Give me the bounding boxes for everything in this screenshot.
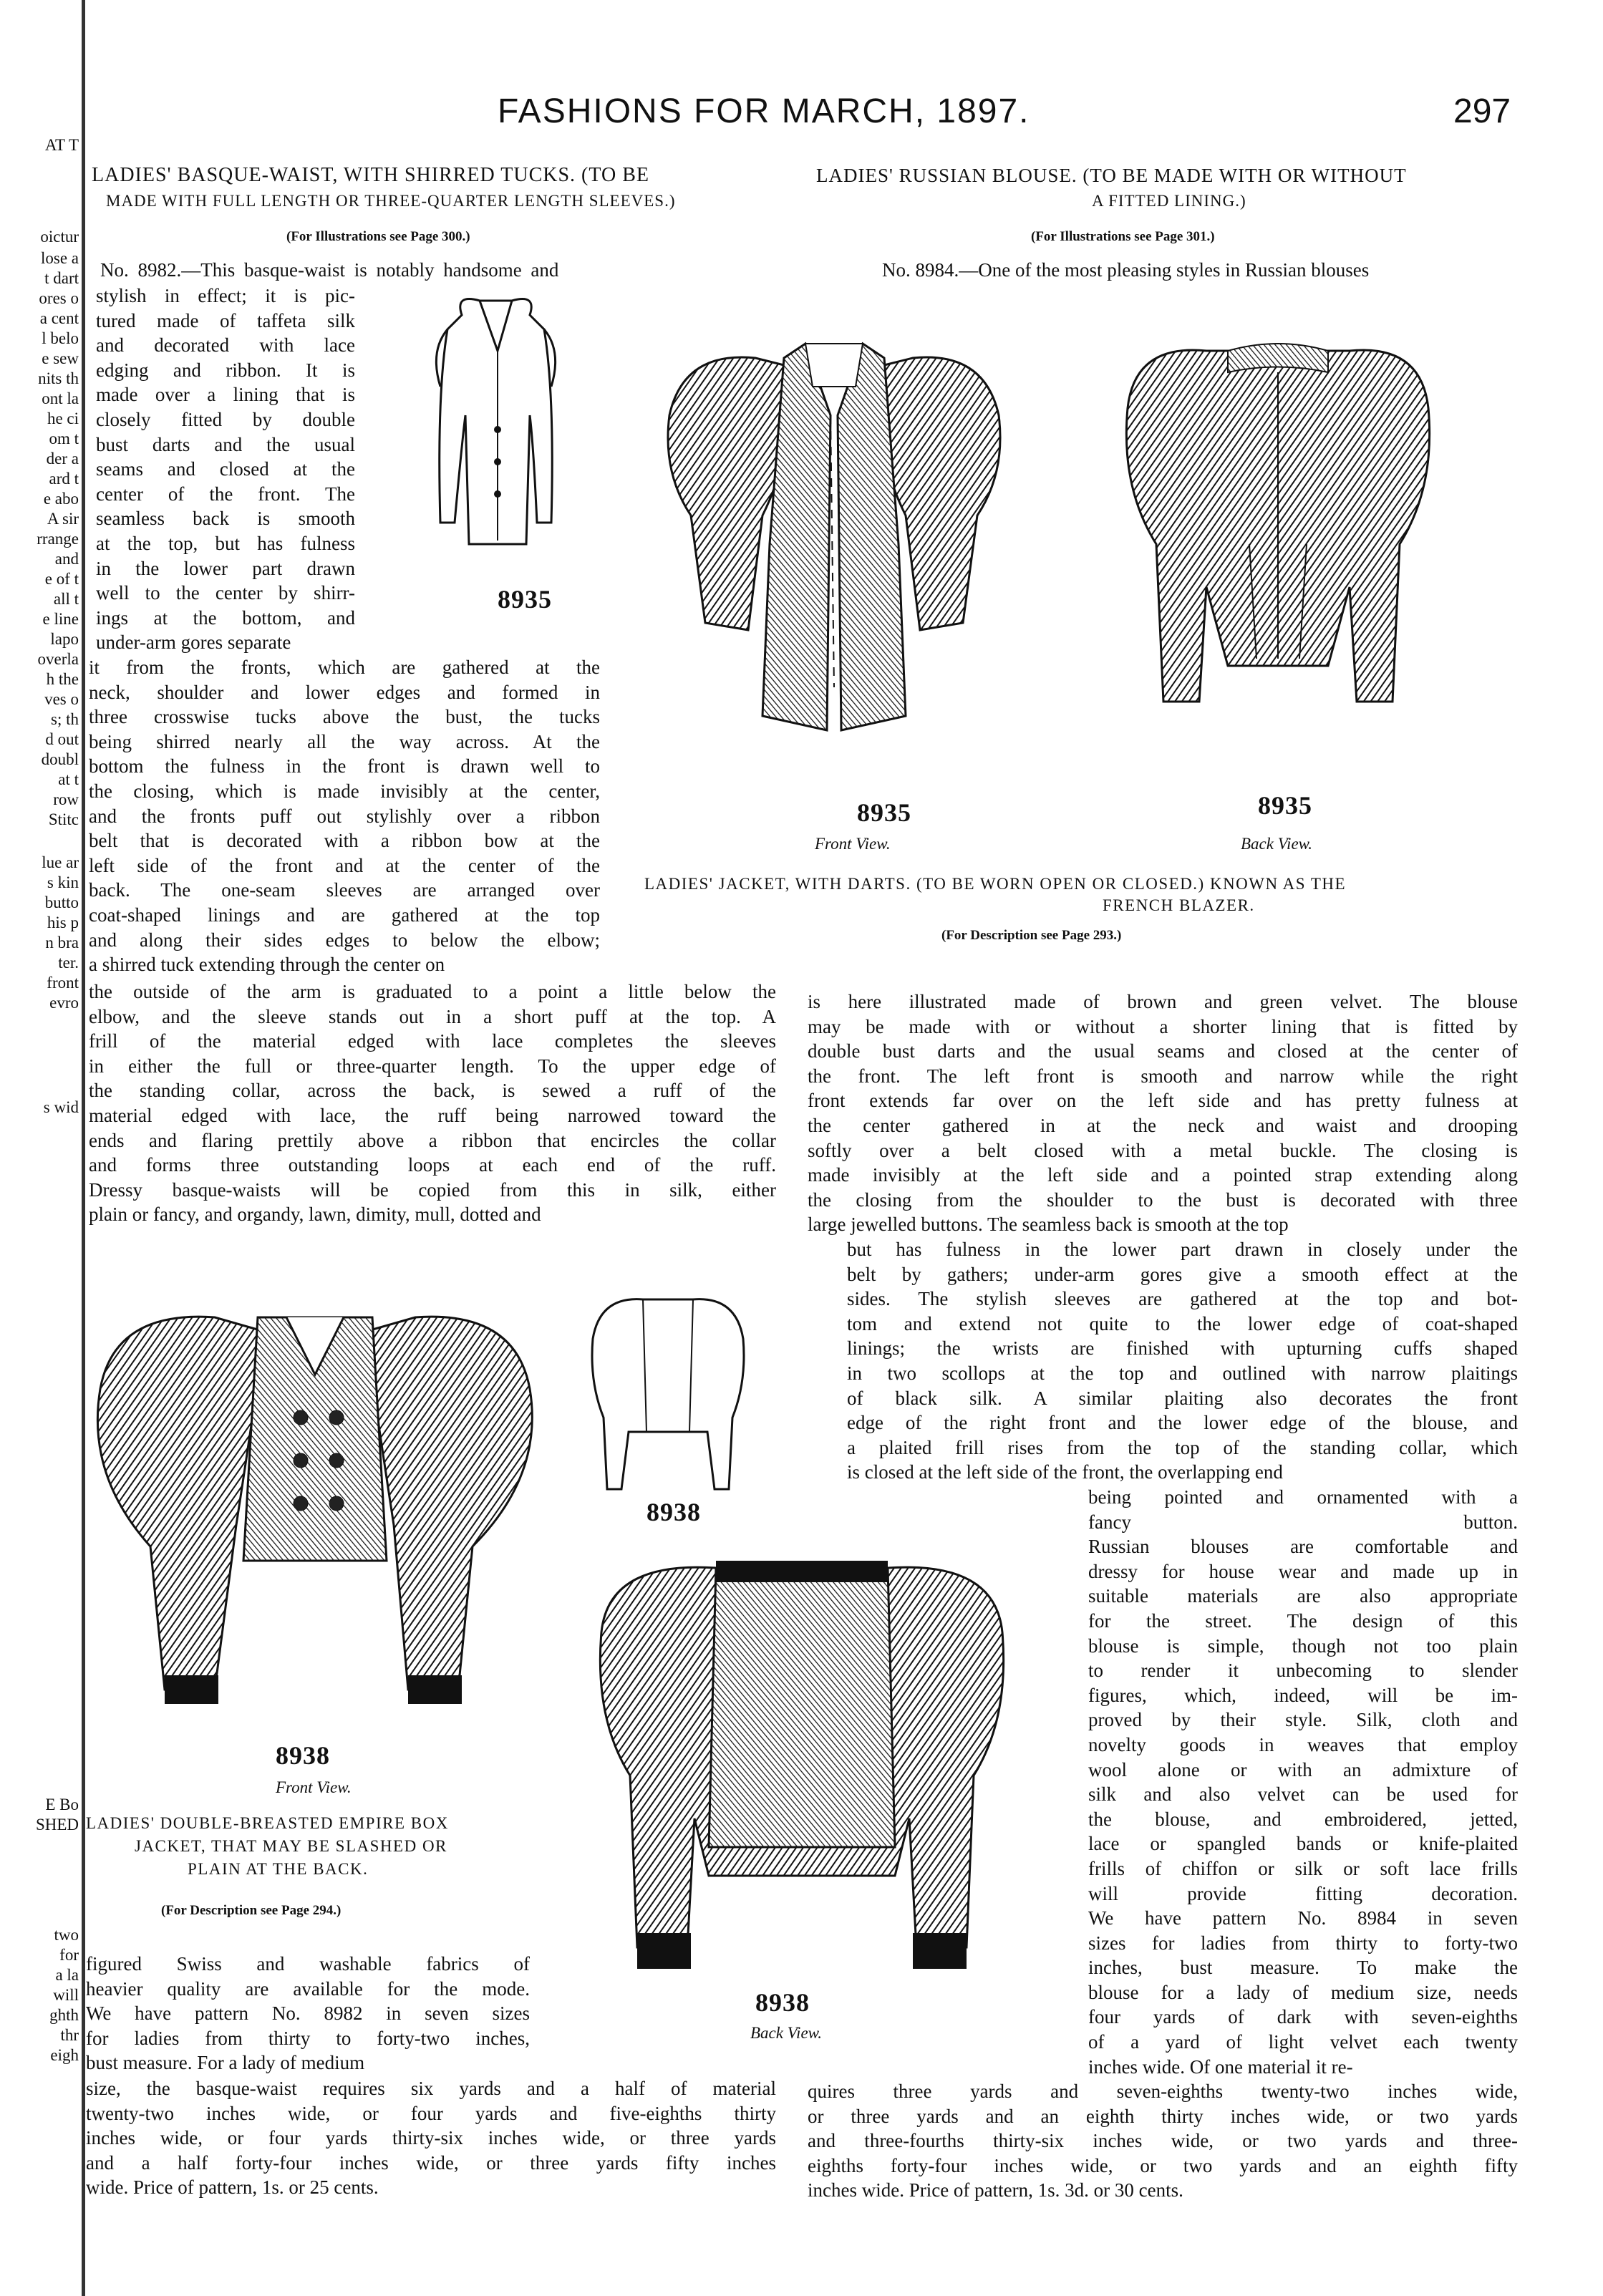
text-line: ings at the bottom, and <box>96 606 355 629</box>
margin-fragment: all t <box>53 590 79 608</box>
left-lead-paragraph: No. 8982.—This basque-waist is notably handsome and <box>100 259 559 281</box>
text-line: We have pattern No. 8984 in seven <box>1088 1907 1518 1929</box>
text-line: fancy button. <box>1088 1511 1518 1533</box>
text-line: frill of the material edged with lace completes the sleeves <box>89 1030 776 1052</box>
text-line: suitable materials are also appropriate <box>1088 1585 1518 1607</box>
text-line: wide. Price of pattern, 1s. or 25 cents. <box>86 2176 379 2199</box>
binding-rule <box>82 0 85 2296</box>
margin-fragment: l belo <box>42 329 79 347</box>
text-line: seams and closed at the <box>96 458 355 480</box>
text-line: for ladies from thirty to forty-two inches, <box>86 2027 530 2049</box>
text-line: proved by their style. Silk, cloth and <box>1088 1709 1518 1731</box>
text-line: novelty goods in weaves that employ <box>1088 1733 1518 1755</box>
margin-fragment: d out <box>45 730 79 748</box>
figure-8938-caption: LADIES' DOUBLE-BREASTED EMPIRE BOX <box>86 1814 449 1832</box>
margin-fragment: der a <box>46 450 79 468</box>
text-line: seamless back is smooth <box>96 508 355 530</box>
text-line: center of the front. The <box>96 483 355 505</box>
text-line: made over a lining that is <box>96 384 355 406</box>
left-illustration-ref: (For Illustrations see Page 300.) <box>286 229 470 244</box>
margin-fragment: ves o <box>44 690 79 708</box>
text-line: under-arm gores separate <box>96 631 291 654</box>
text-line: We have pattern No. 8982 in seven sizes <box>86 2002 530 2025</box>
text-line: dressy for house wear and made up in <box>1088 1560 1518 1582</box>
text-line: well to the center by shirr- <box>96 582 355 604</box>
margin-fragment: E Bo <box>45 1796 79 1813</box>
text-line: and along their sides edges to below the elbow; <box>89 929 600 951</box>
text-line: the center gathered in at the neck and waist and drooping <box>808 1114 1518 1136</box>
margin-fragment: e sew <box>42 349 79 367</box>
text-line: ends and flaring prettily above a ribbon that encircles the collar <box>89 1129 776 1151</box>
text-line: blouse is simple, though not too plain <box>1088 1634 1518 1657</box>
margin-fragment: he ci <box>47 410 79 427</box>
text-line: large jewelled buttons. The seamless back is smooth at the top <box>808 1214 1289 1236</box>
margin-fragment: lapo <box>50 630 79 648</box>
margin-fragment: om t <box>49 430 79 447</box>
margin-fragment: for <box>59 1946 79 1964</box>
margin-fragment: h the <box>46 670 79 688</box>
margin-fragment: his p <box>47 914 79 931</box>
text-line: and decorated with lace <box>96 334 355 357</box>
text-line: will provide fitting decoration. <box>1088 1882 1518 1904</box>
figure-8938-small-number: 8938 <box>646 1498 701 1526</box>
figure-8938-front-view: Front View. <box>276 1778 352 1796</box>
figure-8935-front <box>641 329 1027 802</box>
right-lead-paragraph: No. 8984.—One of the most pleasing styles in Russian blouses <box>882 259 1370 281</box>
right-article-heading: LADIES' RUSSIAN BLOUSE. (TO BE MADE WITH OR WITHOUT <box>816 165 1407 186</box>
text-line: edging and ribbon. It is <box>96 359 355 381</box>
text-line: tom and extend not quite to the lower edge of coat-shaped <box>847 1312 1518 1335</box>
figure-8938-caption-cont2: PLAIN AT THE BACK. <box>188 1860 369 1878</box>
margin-fragment: ont la <box>42 389 79 407</box>
text-line: quires three yards and seven-eighths twenty-two inches wide, <box>808 2081 1518 2102</box>
margin-fragment: SHED <box>35 1816 79 1834</box>
figure-8938-front-number: 8938 <box>276 1741 330 1770</box>
figure-8938-back <box>573 1546 1031 1990</box>
text-line: closely fitted by double <box>96 408 355 430</box>
text-line: stylish in effect; it is pic- <box>96 285 355 306</box>
text-line: bust darts and the usual <box>96 433 355 455</box>
text-line: to render it unbecoming to slender <box>1088 1660 1518 1682</box>
margin-fragment: two <box>54 1926 79 1944</box>
text-line: tured made of taffeta silk <box>96 309 355 331</box>
text-line: coat-shaped linings and are gathered at the top <box>89 904 600 926</box>
text-line: eighths forty-four inches wide, or two yards and an eighth fifty <box>808 2154 1518 2176</box>
left-narrow-column <box>96 284 355 655</box>
text-line: back. The one-seam sleeves are arranged over <box>89 879 600 901</box>
margin-fragment: e abo <box>43 490 79 508</box>
text-line: of a yard of light velvet each twenty <box>1088 2031 1518 2053</box>
left-mid-column <box>89 655 600 977</box>
margin-fragment: AT T <box>44 136 79 154</box>
margin-fragment: thr <box>60 2026 79 2044</box>
margin-fragment: front <box>47 974 79 992</box>
margin-fragment: ores o <box>39 289 79 307</box>
figure-8935-small-number: 8935 <box>498 585 552 614</box>
text-line: but has fulness in the lower part drawn in closely under the <box>847 1239 1518 1260</box>
right-wide-column <box>808 989 1518 1237</box>
figure-8935-back-number: 8935 <box>1258 791 1312 820</box>
margin-fragment: e line <box>42 610 79 628</box>
right-narrow-column <box>1088 1485 1518 2079</box>
margin-fragment: e of t <box>44 570 79 588</box>
text-line: plain or fancy, and organdy, lawn, dimity, mull, dotted and <box>89 1203 541 1226</box>
figure-8935-front-number: 8935 <box>857 798 911 827</box>
figure-8938-front <box>72 1289 558 1747</box>
running-title: FASHIONS FOR MARCH, 1897. <box>498 92 1030 130</box>
margin-fragment: row <box>53 790 79 808</box>
figure-8935-description-ref: (For Description see Page 293.) <box>941 928 1122 943</box>
right-mid-column <box>847 1237 1518 1485</box>
text-line: in either the full or three-quarter length. To the upper edge of <box>89 1055 776 1077</box>
text-line: material edged with lace, the ruff being narrowed toward the <box>89 1104 776 1126</box>
left-wide-column <box>89 979 776 1227</box>
text-line: edge of the right front and the lower edge of the blouse, and <box>847 1412 1518 1434</box>
text-line: it from the fronts, which are gathered at the <box>89 657 600 678</box>
left-bottom-wide-column <box>86 2076 776 2200</box>
text-line: lace or spangled bands or knife-plaited <box>1088 1833 1518 1855</box>
margin-fragment: ghth <box>49 2006 79 2024</box>
text-line: four yards of dark with seven-eighths <box>1088 2006 1518 2028</box>
text-line: of black silk. A similar plaiting also decorates the front <box>847 1387 1518 1409</box>
right-illustration-ref: (For Illustrations see Page 301.) <box>1031 229 1215 244</box>
text-line: made invisibly at the left side and a pointed strap extending along <box>808 1164 1518 1186</box>
margin-fragment: s kin <box>47 873 79 891</box>
text-line: the front. The left front is smooth and narrow while the right <box>808 1065 1518 1087</box>
figure-8935-caption-cont: FRENCH BLAZER. <box>1103 896 1255 914</box>
figure-8938-caption-cont1: JACKET, THAT MAY BE SLASHED OR <box>135 1837 447 1855</box>
text-line: a shirred tuck extending through the center on <box>89 954 445 976</box>
text-line: or three yards and an eighth thirty inches wide, or two yards <box>808 2105 1518 2127</box>
figure-8935-back <box>1099 329 1457 788</box>
text-line: in two scollops at the top and outlined with narrow plaitings <box>847 1362 1518 1384</box>
text-line: wool alone or with an admixture of <box>1088 1758 1518 1781</box>
text-line: Dressy basque-waists will be copied from this in silk, either <box>89 1178 776 1201</box>
text-line: linings; the wrists are finished with upturning cuffs shaped <box>847 1337 1518 1360</box>
text-line: a plaited frill rises from the top of the standing collar, which <box>847 1436 1518 1458</box>
figure-8938-back-number: 8938 <box>755 1988 810 2017</box>
text-line: inches, bust measure. To make the <box>1088 1957 1518 1979</box>
text-line: being shirred nearly all the way across. At the <box>89 730 600 752</box>
text-line: double bust darts and the usual seams and closed at the center of <box>808 1040 1518 1062</box>
text-line: left side of the front and at the center of the <box>89 854 600 876</box>
text-line: at the top, but has fulness <box>96 532 355 554</box>
text-line: the blouse, and embroidered, jetted, <box>1088 1808 1518 1830</box>
text-line: three crosswise tucks above the bust, the tucks <box>89 706 600 728</box>
text-line: the standing collar, across the back, is sewed a ruff of the <box>89 1080 776 1102</box>
text-line: and three-fourths thirty-six inches wide, or two yards and three- <box>808 2130 1518 2152</box>
text-line: is here illustrated made of brown and green velvet. The blouse <box>808 991 1518 1012</box>
text-line: softly over a belt closed with a metal buckle. The closing is <box>808 1139 1518 1161</box>
figure-8938-small <box>578 1289 757 1496</box>
figure-8935-caption: LADIES' JACKET, WITH DARTS. (TO BE WORN OPEN OR CLOSED.) KNOWN AS THE <box>644 875 1347 893</box>
margin-fragment: t dart <box>44 269 79 287</box>
text-line: being pointed and ornamented with a <box>1088 1486 1518 1508</box>
text-line: inches wide. Of one material it re- <box>1088 2055 1353 2078</box>
figure-8935-small <box>412 286 583 587</box>
margin-fragment: will <box>53 1986 79 2004</box>
right-bottom-column <box>808 2079 1518 2203</box>
left-margin-fragments <box>0 0 80 2296</box>
margin-fragment: ard t <box>49 470 79 488</box>
text-line: the closing from the shoulder to the bust is decorated with three <box>808 1188 1518 1211</box>
margin-fragment: butto <box>44 893 79 911</box>
figure-8938-description-ref: (For Description see Page 294.) <box>161 1903 342 1918</box>
figure-8935-front-view: Front View. <box>815 835 891 853</box>
text-line: may be made with or without a shorter lining that is fitted by <box>808 1015 1518 1037</box>
margin-fragment: n bra <box>45 934 79 951</box>
text-line: bottom the fulness in the front is drawn well to <box>89 755 600 778</box>
text-line: elbow, and the sleeve stands out in a short puff at the top. A <box>89 1005 776 1027</box>
margin-fragment: ter. <box>58 954 79 972</box>
margin-fragment: Stitc <box>48 810 79 828</box>
margin-fragment: s wid <box>43 1098 79 1116</box>
text-line: figures, which, indeed, will be im- <box>1088 1684 1518 1706</box>
text-line: the closing, which is made invisibly at the center, <box>89 780 600 802</box>
text-line: and the fronts puff out stylishly over a ribbon <box>89 805 600 827</box>
page-number: 297 <box>1453 92 1511 130</box>
text-line: blouse for a lady of medium size, needs <box>1088 1981 1518 2003</box>
text-line: front extends far over on the left side and has pretty fulness at <box>808 1090 1518 1112</box>
text-line: and forms three outstanding loops at each end of the ruff. <box>89 1154 776 1176</box>
margin-fragment: doubl <box>41 750 79 768</box>
margin-fragment: lose a <box>40 249 79 267</box>
text-line: frills of chiffon or silk or soft lace frills <box>1088 1857 1518 1879</box>
text-line: silk and also velvet can be used for <box>1088 1783 1518 1806</box>
text-line: belt by gathers; under-arm gores give a smooth effect at the <box>847 1263 1518 1285</box>
right-article-heading-cont: A FITTED LINING.) <box>1092 192 1246 210</box>
margin-fragment: nits th <box>38 369 79 387</box>
left-article-heading-cont: MADE WITH FULL LENGTH OR THREE-QUARTER LENGTH SLEEVES.) <box>106 192 676 210</box>
margin-fragment: A sir <box>47 510 79 528</box>
text-line: size, the basque-waist requires six yards and a half of material <box>86 2078 776 2099</box>
margin-fragment: a cent <box>39 309 79 327</box>
text-line: the outside of the arm is graduated to a point a little below the <box>89 981 776 1002</box>
margin-fragment: rrange <box>37 530 79 548</box>
text-line: in the lower part drawn <box>96 557 355 579</box>
margin-fragment: overla <box>37 650 79 668</box>
margin-fragment: at t <box>58 770 79 788</box>
margin-fragment: a la <box>55 1966 79 1984</box>
text-line: for the street. The design of this <box>1088 1609 1518 1632</box>
margin-fragment: eigh <box>50 2046 79 2064</box>
text-line: twenty-two inches wide, or four yards and five-eighths thirty <box>86 2102 776 2124</box>
margin-fragment: and <box>54 550 79 568</box>
text-line: inches wide, or four yards thirty-six inches wide, or three yards <box>86 2127 776 2149</box>
text-line: inches wide. Price of pattern, 1s. 3d. or 30 cents. <box>808 2179 1183 2201</box>
text-line: sides. The stylish sleeves are gathered at the top and bot- <box>847 1288 1518 1310</box>
text-line: figured Swiss and washable fabrics of <box>86 1953 530 1975</box>
margin-fragment: evro <box>49 994 79 1012</box>
text-line: Russian blouses are comfortable and <box>1088 1536 1518 1558</box>
margin-fragment: lue ar <box>42 853 79 871</box>
left-bottom-narrow-column <box>86 1952 530 2075</box>
margin-fragment: oictur <box>40 228 79 246</box>
figure-8935-back-view: Back View. <box>1241 835 1313 853</box>
figure-8938-back-view: Back View. <box>750 2024 823 2042</box>
left-article-heading: LADIES' BASQUE-WAIST, WITH SHIRRED TUCKS. (TO BE <box>92 164 649 186</box>
text-line: is closed at the left side of the front, the overlapping end <box>847 1461 1283 1483</box>
text-line: heavier quality are available for the mode. <box>86 1977 530 2000</box>
text-line: neck, shoulder and lower edges and formed in <box>89 681 600 703</box>
text-line: and a half forty-four inches wide, or three yards fifty inches <box>86 2151 776 2174</box>
margin-fragment: s; th <box>51 710 79 728</box>
text-line: belt that is decorated with a ribbon bow at the <box>89 830 600 852</box>
text-line: bust measure. For a lady of medium <box>86 2052 365 2074</box>
text-line: sizes for ladies from thirty to forty-two <box>1088 1932 1518 1954</box>
